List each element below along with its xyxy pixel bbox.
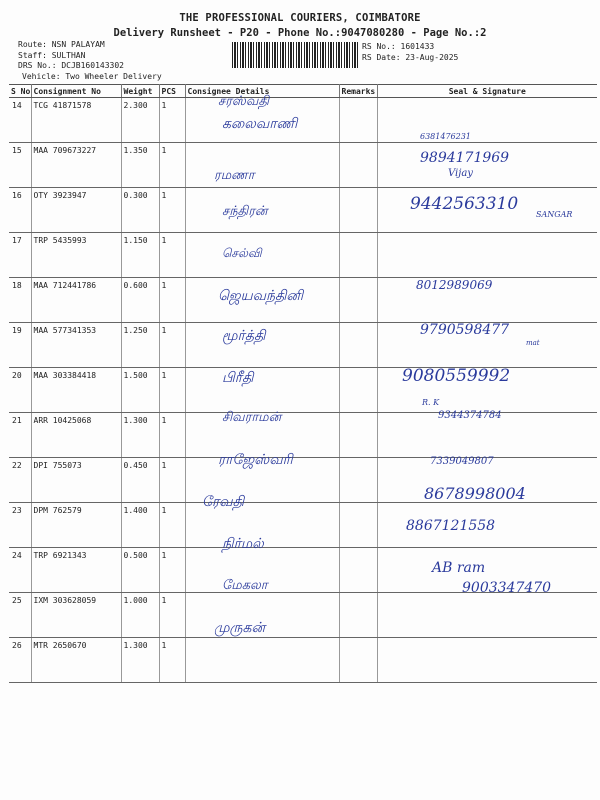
- row-consignment: TRP 5435993: [31, 233, 121, 278]
- row-pcs: 1: [159, 593, 185, 638]
- row-consignment: TRP 6921343: [31, 548, 121, 593]
- row-consignment: DPM 762579: [31, 503, 121, 548]
- row-weight: 1.300: [121, 413, 159, 458]
- company-title: THE PROFESSIONAL COURIERS, COIMBATORE: [179, 12, 421, 24]
- table-row: [9, 593, 597, 638]
- row-consignment: MAA 577341353: [31, 323, 121, 368]
- row-consignment: MAA 712441786: [31, 278, 121, 323]
- handwritten-name: முருகன்: [214, 620, 266, 636]
- handwritten-phone: 9790598477: [420, 322, 510, 338]
- row-sno: 25: [9, 593, 31, 638]
- row-remarks: [339, 458, 377, 503]
- col-header-sno: S No: [11, 86, 31, 96]
- rs-date: RS Date: 23-Aug-2025: [362, 52, 459, 62]
- row-remarks: [339, 503, 377, 548]
- handwritten-name: ஜெயவந்தினி: [218, 288, 304, 304]
- barcode: [232, 42, 358, 68]
- row-consignee: [185, 233, 339, 278]
- row-sno: 14: [9, 98, 31, 143]
- row-consignment: TCG 41871578: [31, 98, 121, 143]
- row-sno: 23: [9, 503, 31, 548]
- row-consignment: DPI 755073: [31, 458, 121, 503]
- handwritten-name: செல்வி: [222, 246, 262, 260]
- row-pcs: 1: [159, 323, 185, 368]
- table-row: [9, 638, 597, 683]
- row-sno: 24: [9, 548, 31, 593]
- handwritten-note: Vijay: [448, 168, 473, 179]
- row-weight: 0.500: [121, 548, 159, 593]
- row-remarks: [339, 413, 377, 458]
- handwritten-note: AB ram: [432, 560, 486, 576]
- col-header-consignment: Consignment No: [31, 85, 121, 98]
- handwritten-name: ரமணா: [214, 168, 255, 183]
- handwritten-phone: 8678998004: [424, 484, 526, 503]
- handwritten-name: மேகலா: [222, 578, 268, 593]
- row-pcs: 1: [159, 188, 185, 233]
- handwritten-phone: 9080559992: [402, 366, 511, 386]
- handwritten-phone: 7339049807: [430, 456, 494, 467]
- col-header-signature: Seal & Signature: [377, 85, 597, 98]
- row-pcs: 1: [159, 98, 185, 143]
- row-sno: 17: [9, 233, 31, 278]
- handwritten-name: சிவராமன்: [222, 410, 282, 425]
- row-sno: 20: [9, 368, 31, 413]
- handwritten-phone: 8867121558: [406, 518, 496, 534]
- handwritten-name: பிரீதி: [222, 370, 254, 386]
- row-consignee: [185, 638, 339, 683]
- row-weight: 1.400: [121, 503, 159, 548]
- handwritten-note: R. K: [422, 398, 440, 407]
- row-consignee: [185, 143, 339, 188]
- handwritten-name: கலைவாணி: [222, 116, 298, 132]
- col-header-consignee: Consignee Details: [185, 85, 339, 98]
- row-weight: 1.150: [121, 233, 159, 278]
- handwritten-name: நிர்மல்: [222, 536, 264, 552]
- rs-number: RS No.: 1601433: [362, 42, 435, 51]
- row-consignment: MTR 2650670: [31, 638, 121, 683]
- table-header-row: [9, 85, 597, 98]
- row-consignment: OTY 3923947: [31, 188, 121, 233]
- row-consignee: [185, 368, 339, 413]
- row-consignment: MAA 303384418: [31, 368, 121, 413]
- row-signature: [377, 98, 597, 143]
- row-remarks: [339, 143, 377, 188]
- row-sno: 18: [9, 278, 31, 323]
- handwritten-note: SANGAR: [536, 210, 573, 219]
- handwritten-phone: 9442563310: [410, 194, 519, 214]
- route-label: Route: NSN PALAYAM: [18, 40, 105, 49]
- handwritten-name: சரஸ்வதி: [218, 94, 269, 109]
- handwritten-phone: 9894171969: [420, 150, 510, 166]
- table-row: [9, 98, 597, 143]
- row-remarks: [339, 323, 377, 368]
- row-sno: 15: [9, 143, 31, 188]
- staff-label: Staff: SULTHAN: [18, 50, 86, 60]
- row-sno: 19: [9, 323, 31, 368]
- vehicle-label: Vehicle: Two Wheeler Delivery: [22, 72, 162, 81]
- row-weight: 1.500: [121, 368, 159, 413]
- handwritten-phone: 9003347470: [462, 580, 552, 596]
- row-pcs: 1: [159, 278, 185, 323]
- row-weight: 1.300: [121, 638, 159, 683]
- table-row: [9, 413, 597, 458]
- row-sno: 16: [9, 188, 31, 233]
- row-weight: 0.450: [121, 458, 159, 503]
- handwritten-name: ரேவதி: [202, 494, 245, 510]
- table-row: [9, 233, 597, 278]
- row-sno: 21: [9, 413, 31, 458]
- row-pcs: 1: [159, 413, 185, 458]
- row-remarks: [339, 548, 377, 593]
- handwritten-note: mat: [526, 339, 540, 347]
- row-weight: 0.300: [121, 188, 159, 233]
- col-header-pcs: PCS: [159, 85, 185, 98]
- handwritten-phone: 6381476231: [420, 132, 471, 141]
- row-signature: [377, 593, 597, 638]
- row-sno: 26: [9, 638, 31, 683]
- row-weight: 1.250: [121, 323, 159, 368]
- runsheet-subtitle: Delivery Runsheet - P20 - Phone No.:9047080280 - Page No.:2: [113, 27, 487, 39]
- drs-label: DRS No.: DCJB160143302: [18, 61, 124, 70]
- handwritten-name: மூர்த்தி: [222, 328, 266, 344]
- row-pcs: 1: [159, 458, 185, 503]
- row-weight: 1.000: [121, 593, 159, 638]
- meta-left-block: [18, 40, 124, 72]
- row-remarks: [339, 278, 377, 323]
- row-remarks: [339, 233, 377, 278]
- row-signature: [377, 638, 597, 683]
- row-remarks: [339, 98, 377, 143]
- row-pcs: 1: [159, 548, 185, 593]
- handwritten-name: சந்திரன்: [222, 204, 268, 219]
- row-weight: 0.600: [121, 278, 159, 323]
- row-pcs: 1: [159, 638, 185, 683]
- col-header-remarks: Remarks: [339, 85, 377, 98]
- row-pcs: 1: [159, 143, 185, 188]
- row-signature: [377, 233, 597, 278]
- row-remarks: [339, 368, 377, 413]
- handwritten-phone: 8012989069: [416, 278, 493, 292]
- row-sno: 22: [9, 458, 31, 503]
- row-consignment: ARR 10425068: [31, 413, 121, 458]
- row-pcs: 1: [159, 233, 185, 278]
- handwritten-name: ராஜேஸ்வரி: [218, 452, 293, 468]
- row-pcs: 1: [159, 503, 185, 548]
- row-weight: 2.300: [121, 98, 159, 143]
- row-consignment: IXM 303628059: [31, 593, 121, 638]
- row-remarks: [339, 638, 377, 683]
- row-pcs: 1: [159, 368, 185, 413]
- col-header-weight: Weight: [121, 85, 159, 98]
- meta-right-block: [362, 42, 458, 63]
- row-weight: 1.350: [121, 143, 159, 188]
- row-remarks: [339, 593, 377, 638]
- row-remarks: [339, 188, 377, 233]
- handwritten-phone: 9344374784: [438, 410, 502, 421]
- row-consignment: MAA 709673227: [31, 143, 121, 188]
- table-row: [9, 503, 597, 548]
